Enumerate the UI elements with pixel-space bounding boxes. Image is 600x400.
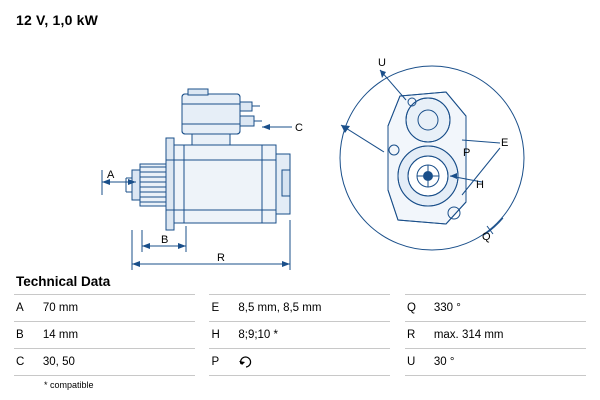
row-key-b: B	[14, 322, 41, 349]
column-spacer	[195, 322, 209, 349]
row-value-a: 70 mm	[41, 295, 195, 322]
technical-data-heading: Technical Data	[16, 274, 111, 289]
column-spacer	[390, 322, 404, 349]
page-title: 12 V, 1,0 kW	[16, 12, 99, 28]
footnote: * compatible	[44, 380, 94, 390]
row-key-a: A	[14, 295, 41, 322]
row-value-p	[236, 349, 390, 376]
label-H: H	[476, 179, 484, 191]
row-key-c: C	[14, 349, 41, 376]
row-value-e: 8,5 mm, 8,5 mm	[236, 295, 390, 322]
row-value-b: 14 mm	[41, 322, 195, 349]
label-P: P	[463, 147, 471, 159]
label-B: B	[161, 234, 169, 246]
label-Q: Q	[482, 231, 491, 243]
row-value-c: 30, 50	[41, 349, 195, 376]
label-U: U	[378, 57, 386, 69]
row-key-e: E	[209, 295, 236, 322]
column-spacer	[195, 295, 209, 322]
row-value-r: max. 314 mm	[432, 322, 586, 349]
column-spacer	[195, 349, 209, 376]
row-value-h: 8;9;10 *	[236, 322, 390, 349]
table-row	[14, 349, 586, 376]
label-E: E	[501, 137, 509, 149]
label-C: C	[295, 122, 303, 134]
rotation-direction-icon	[238, 355, 254, 369]
table-row	[14, 295, 586, 322]
product-drawing	[14, 30, 586, 270]
column-spacer	[390, 295, 404, 322]
row-key-r: R	[405, 322, 432, 349]
table-row	[14, 322, 586, 349]
row-key-q: Q	[405, 295, 432, 322]
label-R: R	[217, 252, 225, 264]
technical-data-table	[14, 294, 586, 376]
starter-technical-drawing	[14, 30, 586, 270]
row-key-u: U	[405, 349, 432, 376]
row-value-u: 30 °	[432, 349, 586, 376]
row-value-q: 330 °	[432, 295, 586, 322]
row-key-h: H	[209, 322, 236, 349]
row-key-p: P	[209, 349, 236, 376]
label-A: A	[107, 169, 115, 181]
column-spacer	[390, 349, 404, 376]
